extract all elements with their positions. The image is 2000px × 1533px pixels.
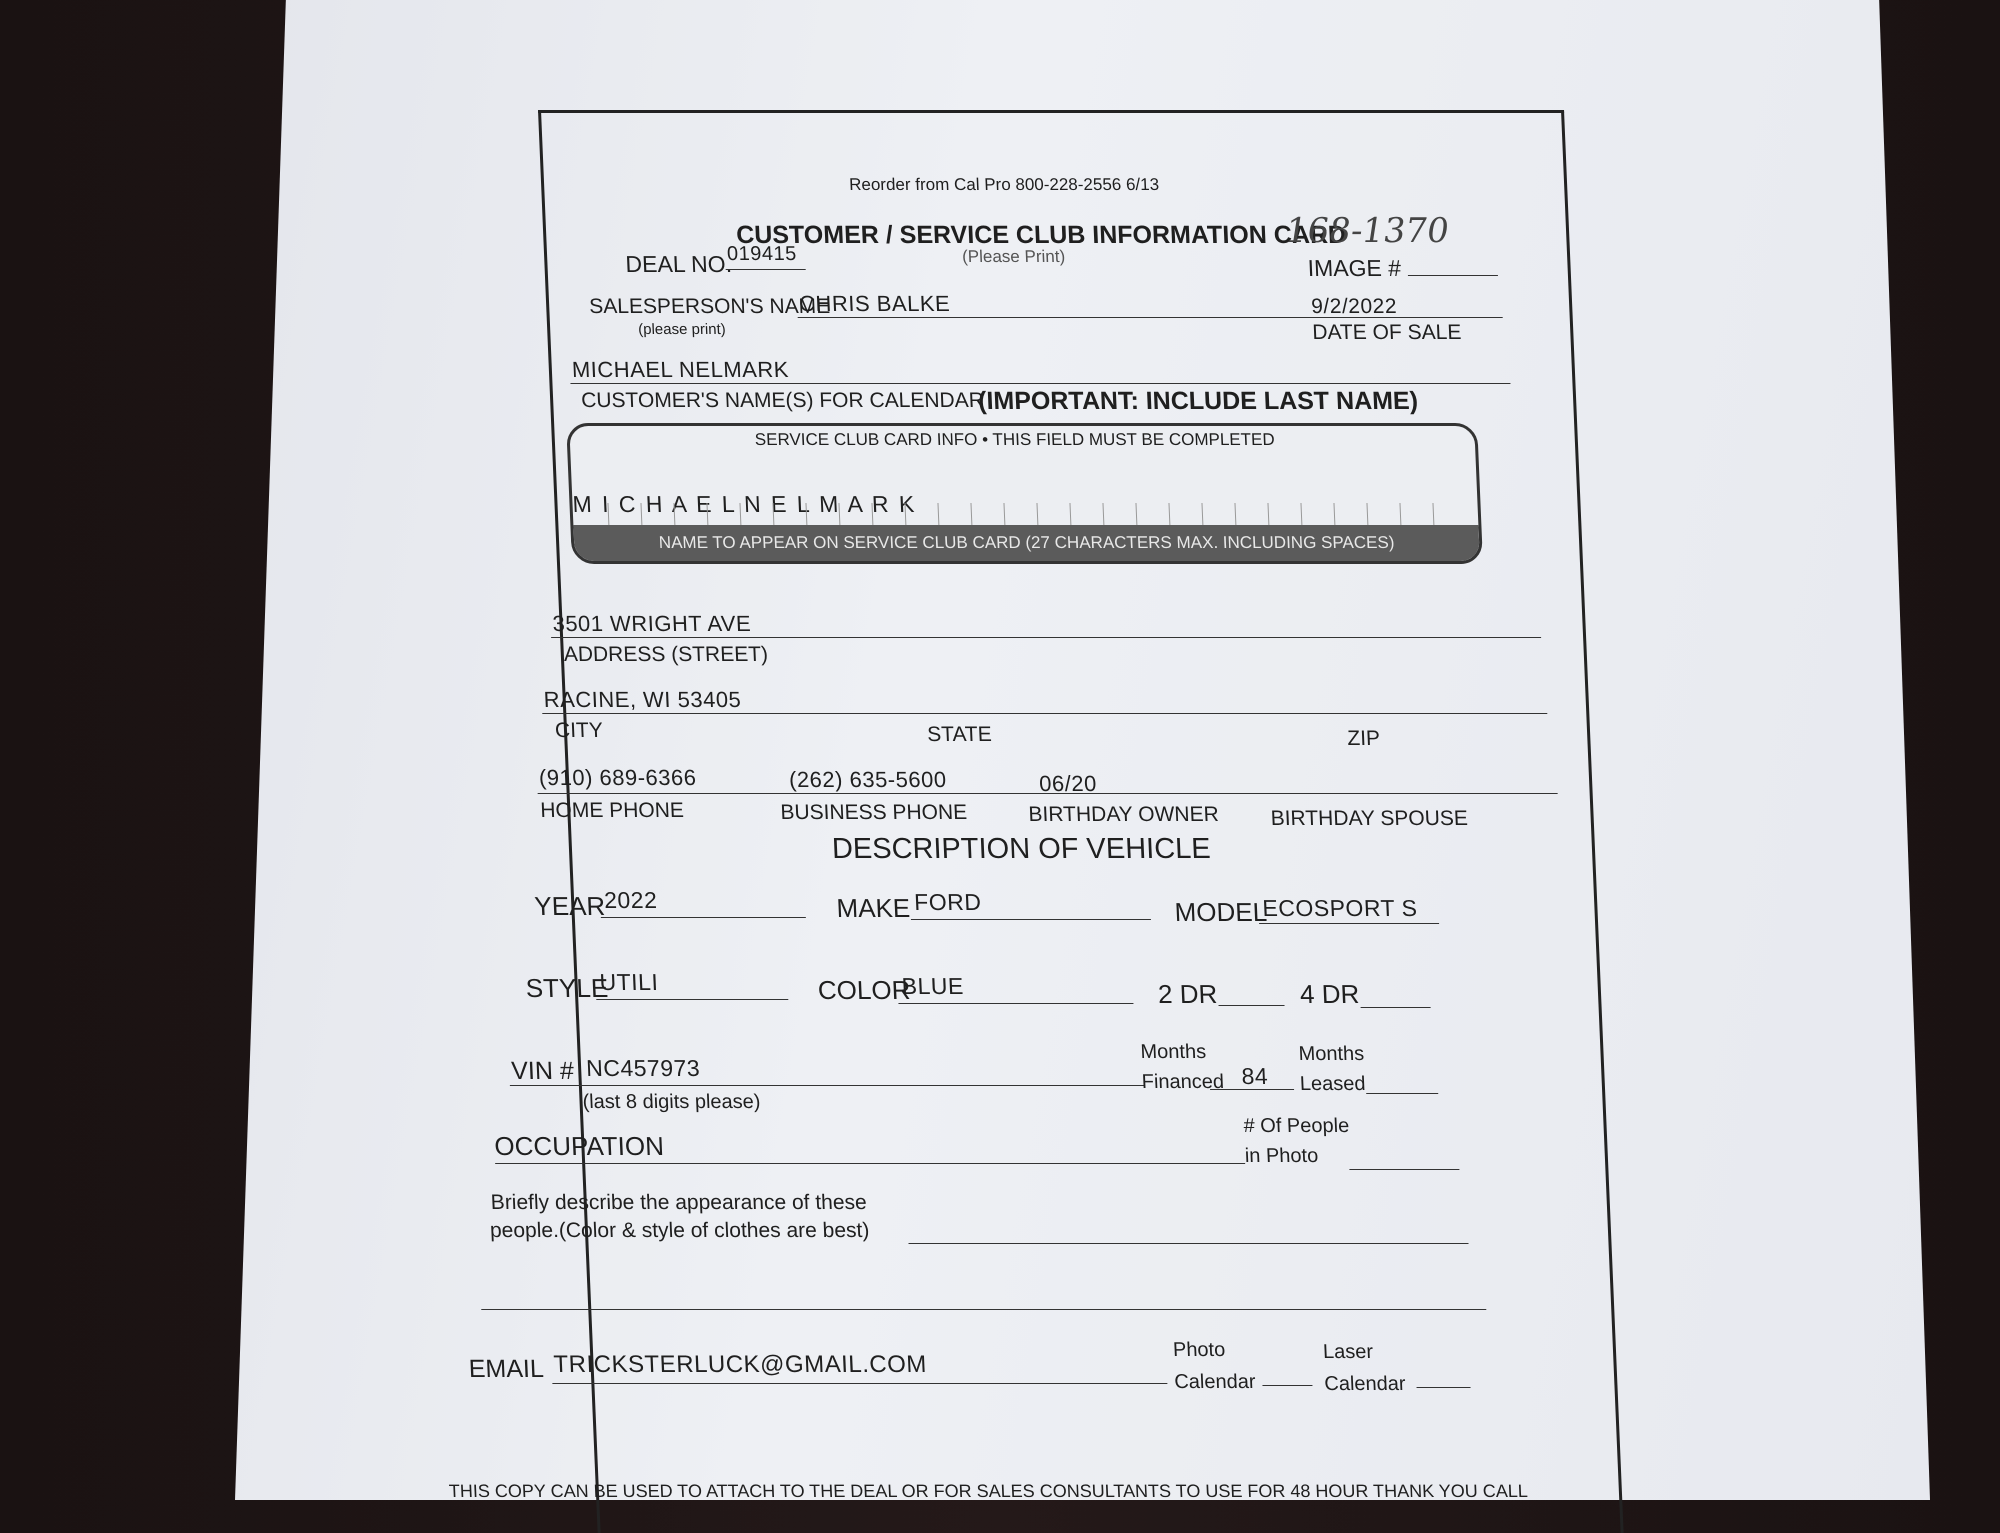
make-label: MAKE: [835, 893, 911, 923]
people-label-1: # Of People: [1243, 1115, 1350, 1137]
months-leased-label-2: Leased: [1299, 1073, 1366, 1095]
style-value: UTILI: [599, 969, 659, 995]
describe-label-2: people.(Color & style of clothes are best): [489, 1219, 870, 1242]
city-state-value: RACINE, WI 53405: [543, 687, 742, 712]
model-label: MODEL: [1173, 897, 1268, 927]
state-label: STATE: [926, 723, 993, 746]
birthday-owner-value: 06/20: [1038, 771, 1098, 796]
laser-calendar-label-2: Calendar: [1323, 1373, 1407, 1395]
laser-calendar-label-1: Laser: [1322, 1341, 1374, 1363]
months-financed-value: 84: [1240, 1063, 1269, 1089]
card-title: CUSTOMER / SERVICE CLUB INFORMATION CARD: [735, 221, 1347, 249]
date-of-sale-value: 9/2/2022: [1310, 295, 1398, 318]
footer-note: THIS COPY CAN BE USED TO ATTACH TO THE DEAL OR FOR SALES CONSULTANTS TO USE FOR 48 HOUR THANK YOU CALL: [448, 1481, 1529, 1501]
address-label: ADDRESS (STREET): [563, 643, 769, 666]
customer-name-label: CUSTOMER'S NAME(S) FOR CALENDAR: [580, 389, 985, 412]
city-label: CITY: [554, 719, 604, 742]
email-label: EMAIL: [468, 1355, 545, 1383]
describe-label-1: Briefly describe the appearance of these: [490, 1191, 868, 1214]
info-card: [448, 110, 1624, 1533]
year-label: YEAR: [533, 891, 606, 921]
service-club-box: [566, 423, 1483, 564]
make-value: FORD: [913, 889, 982, 915]
zip-label: ZIP: [1346, 727, 1381, 750]
email-value: TRICKSTERLUCK@GMAIL.COM: [553, 1351, 928, 1378]
two-door-label: 2 DR: [1157, 979, 1218, 1009]
style-label: STYLE: [525, 973, 609, 1003]
salesperson-label: SALESPERSON'S NAME: [588, 295, 831, 318]
club-name-value: M I C H A E L N E L M A R K: [571, 491, 917, 517]
important-note: (IMPORTANT: INCLUDE LAST NAME): [977, 387, 1419, 415]
image-label: IMAGE #: [1307, 255, 1402, 281]
photo-calendar-label-1: Photo: [1172, 1339, 1226, 1361]
date-of-sale-label: DATE OF SALE: [1311, 321, 1462, 344]
handwritten-number: 168-1370: [1285, 211, 1450, 251]
salesperson-sub: (please print): [637, 321, 727, 338]
home-phone-label: HOME PHONE: [539, 799, 685, 822]
business-phone-label: BUSINESS PHONE: [779, 801, 968, 824]
home-phone-value: (910) 689-6366: [538, 765, 697, 790]
birthday-owner-label: BIRTHDAY OWNER: [1028, 803, 1220, 826]
year-value: 2022: [603, 887, 658, 913]
vin-sub: (last 8 digits please): [582, 1091, 761, 1113]
color-label: COLOR: [817, 975, 911, 1005]
birthday-spouse-label: BIRTHDAY SPOUSE: [1270, 807, 1469, 830]
deal-no-value: 019415: [726, 243, 798, 265]
club-info-label: SERVICE CLUB CARD INFO • THIS FIELD MUST BE COMPLETED: [754, 430, 1276, 449]
vehicle-heading: DESCRIPTION OF VEHICLE: [831, 833, 1212, 865]
color-value: BLUE: [901, 973, 965, 999]
address-value: 3501 WRIGHT AVE: [551, 611, 752, 636]
reorder-text: Reorder from Cal Pro 800-228-2556 6/13: [848, 175, 1160, 194]
vin-label: VIN #: [510, 1057, 575, 1085]
salesperson-value: CHRIS BALKE: [798, 291, 951, 316]
club-name-bar: NAME TO APPEAR ON SERVICE CLUB CARD (27 CHARACTERS MAX. INCLUDING SPACES): [573, 525, 1480, 561]
months-financed-label-1: Months: [1140, 1041, 1207, 1063]
please-print-note: (Please Print): [961, 247, 1066, 266]
vin-value: NC457973: [585, 1055, 701, 1081]
months-leased-label-1: Months: [1298, 1043, 1365, 1065]
model-value: ECOSPORT S: [1261, 895, 1418, 921]
four-door-label: 4 DR: [1299, 979, 1360, 1009]
deal-no-label: DEAL NO.: [624, 251, 733, 277]
customer-name-value: MICHAEL NELMARK: [571, 357, 790, 382]
people-label-2: in Photo: [1244, 1145, 1319, 1167]
business-phone-value: (262) 635-5600: [788, 767, 948, 792]
occupation-label: OCCUPATION: [493, 1131, 665, 1161]
photo-calendar-label-2: Calendar: [1173, 1371, 1256, 1393]
months-financed-label-2: Financed: [1141, 1071, 1225, 1093]
